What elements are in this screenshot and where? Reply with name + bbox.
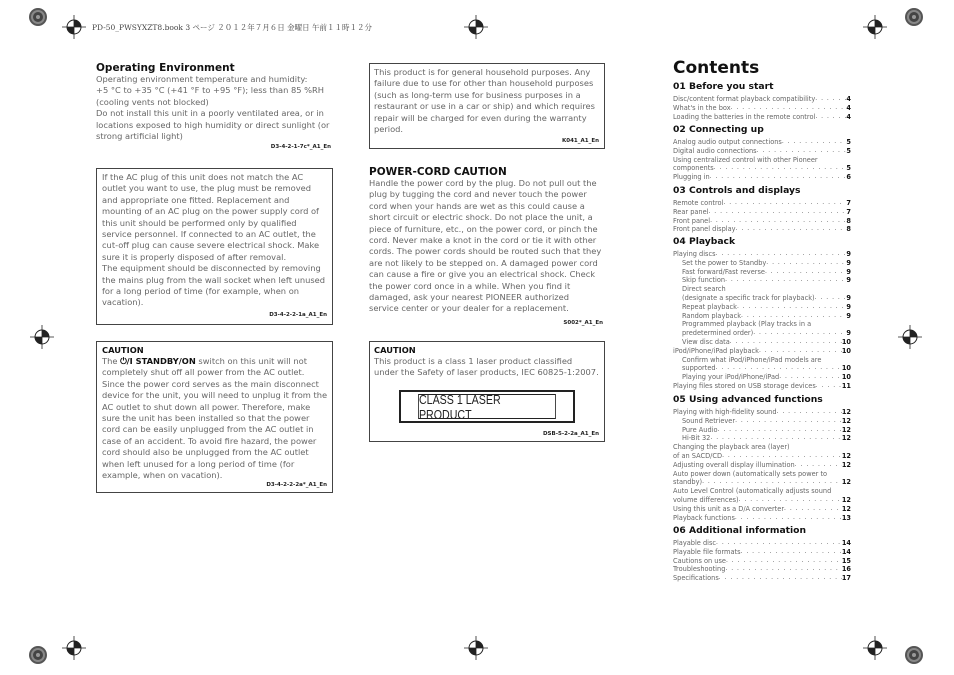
doc-code: D3-4-2-2-2a*_A1_En	[266, 482, 327, 488]
toc-entry[interactable]: Disc/content format playback compatibility . . . 4	[673, 95, 851, 103]
toc-page-number: 4	[846, 112, 851, 121]
toc-section-heading[interactable]: 06 Additional information	[673, 525, 807, 536]
doc-code: K041_A1_En	[562, 138, 599, 144]
toc-page-number: 9	[846, 311, 851, 320]
registration-icon	[863, 15, 887, 39]
toc-page-number: 4	[846, 95, 851, 103]
toc-page-number: 12	[841, 460, 851, 469]
toc-page-number: 9	[846, 329, 851, 338]
toc-page-number: 9	[846, 302, 851, 311]
operating-env-title: Operating Environment	[96, 62, 235, 74]
toc-entry-continued[interactable]: (designate a specific track for playback) . . . 9	[682, 294, 851, 302]
toc-entry[interactable]: Hi-Bit 32 . . . 12	[682, 434, 851, 442]
toc-entry[interactable]: Playing with high-fidelity sound . . . 12	[673, 408, 851, 416]
toc-entry[interactable]: Rear panel . . . 7	[673, 208, 851, 216]
toc-entry-continued[interactable]: predetermined order) . . . 9	[682, 329, 851, 337]
toc-page-number: 14	[841, 539, 851, 547]
toc-entry[interactable]: Playback functions . . . 13	[673, 514, 851, 522]
toc-page-number: 16	[841, 565, 851, 574]
star-target-icon	[29, 646, 47, 664]
toc-entry[interactable]: Front panel display . . . 8	[673, 225, 851, 233]
toc-page-number: 7	[846, 207, 851, 216]
toc-page-number: 9	[846, 250, 851, 258]
toc-entry[interactable]: Digital audio connections . . . 5	[673, 147, 851, 155]
toc-entry[interactable]: Plugging in . . . 6	[673, 173, 851, 181]
toc-page-number: 12	[841, 504, 851, 513]
toc-page-number: 5	[846, 138, 851, 146]
toc-entry[interactable]: Front panel . . . 8	[673, 217, 851, 225]
toc-page-number: 12	[841, 452, 851, 460]
toc-page-number: 14	[841, 547, 851, 556]
toc-section-heading[interactable]: 04 Playback	[673, 236, 736, 247]
toc-entry[interactable]: Skip function . . . 9	[682, 276, 851, 284]
toc-entry[interactable]: Playing your iPod/iPhone/iPad . . . 10	[682, 373, 851, 381]
star-target-icon	[29, 8, 47, 26]
toc-page-number: 13	[841, 513, 851, 522]
registration-icon	[863, 636, 887, 660]
registration-icon	[464, 636, 488, 660]
toc-entry[interactable]: Direct search	[682, 285, 726, 294]
toc-page-number: 6	[846, 173, 851, 182]
toc-entry[interactable]: Random playback . . . 9	[682, 312, 851, 320]
toc-page-number: 9	[846, 276, 851, 285]
toc-entry[interactable]: Using centralized control with other Pioneer	[673, 155, 818, 164]
toc-entry-continued[interactable]: volume differences) . . . 12	[673, 496, 851, 504]
toc-entry-continued[interactable]: of an SACD/CD . . . 12	[673, 452, 851, 460]
power-cord-title: POWER-CORD CAUTION	[369, 166, 507, 178]
toc-entry[interactable]: Auto power down (automatically sets power to	[673, 469, 828, 478]
toc-entry[interactable]: Fast forward/Fast reverse . . . 9	[682, 268, 851, 276]
toc-page-number: 10	[841, 338, 851, 346]
toc-page-number: 12	[841, 434, 851, 443]
toc-entry[interactable]: Confirm what iPod/iPhone/iPad models are	[682, 355, 822, 364]
registration-icon	[464, 15, 488, 39]
toc-section-heading[interactable]: 02 Connecting up	[673, 124, 764, 135]
household-notice: This product is for general household purposes. Any failure due to use for other than household purposes (such as long-term use for business purposes in a restaurant or use in a car or ship) and which requires repair will be charged for even during the warranty period. K041_A1_En	[369, 63, 605, 149]
toc-page-number: 4	[846, 103, 851, 112]
toc-entry[interactable]: Using this unit as a D/A converter . . . 12	[673, 505, 851, 513]
toc-section-heading[interactable]: 05 Using advanced functions	[673, 394, 823, 405]
toc-page-number: 8	[846, 216, 851, 225]
doc-code: D3-4-2-2-1a_A1_En	[269, 312, 327, 318]
toc-entry[interactable]: Adjusting overall display illumination . . . 12	[673, 461, 851, 469]
registration-icon	[62, 15, 86, 39]
star-target-icon	[905, 8, 923, 26]
standby-caution: CAUTION The ⏻/I STANDBY/ON switch on this unit will not completely shut off all power from the AC outlet. Since the power cord serves as the main disconnect device for the unit, you will need to unplug it from the AC outlet to shut down all power. Therefore, make sure the unit has been installed so that the power cord can be easily unplugged from the AC outlet in case of an accident. To avoid fire hazard, the power cord should also be unplugged from the AC outlet when left unused for a long period of time (for example, when on vacation). D3-4-2-2-2a*_A1_En	[96, 341, 333, 493]
registration-icon	[30, 325, 54, 349]
toc-entry[interactable]: Playable disc . . . 14	[673, 539, 851, 547]
toc-entry[interactable]: Cautions on use . . . 15	[673, 557, 851, 565]
toc-entry[interactable]: Playable file formats . . . 14	[673, 548, 851, 556]
toc-page-number: 12	[841, 478, 851, 487]
doc-code: D3-4-2-1-7c*_A1_En	[270, 144, 331, 150]
registration-icon	[62, 636, 86, 660]
star-target-icon	[905, 646, 923, 664]
toc-entry[interactable]: Remote control . . . 7	[673, 199, 851, 207]
toc-page-number: 5	[846, 164, 851, 173]
toc-entry[interactable]: Pure Audio . . . 12	[682, 426, 851, 434]
toc-page-number: 10	[841, 373, 851, 382]
toc-entry-continued[interactable]: supported . . . 10	[682, 364, 851, 372]
toc-section-heading[interactable]: 03 Controls and displays	[673, 185, 801, 196]
toc-entry[interactable]: Troubleshooting . . . 16	[673, 565, 851, 573]
power-cord-text: Handle the power cord by the plug. Do not pull out the plug by tugging the cord and never touch the power cord when your hands are wet as this could cause a short circuit or electric shock. Do not place the unit, a piece of furniture, etc., on the power cord, or pinch the cord. Never make a knot in the cord or tie it with other cords. The power cords should be routed such that they are not likely to be stepped on. A damaged power cord can cause a fire or give you an electrical shock. Check the power cord once in a while. When you find it damaged, ask your nearest PIONEER authorized service center or your dealer for a replacement.	[369, 178, 602, 314]
caution-heading: CAUTION	[102, 345, 144, 355]
ac-plug-notice: If the AC plug of this unit does not match the AC outlet you want to use, the plug must be removed and appropriate one fitted. Replacement and mounting of an AC plug on the power supply cord of this unit should be performed only by qualified service personnel. If connected to an AC outlet, the cut-off plug can cause severe electrical shock. Make sure it is properly disposed of after removal. The equipment should be disconnected by removing the mains plug from the wall socket when left unused for a long period of time (for example, when on vacation). D3-4-2-2-1a_A1_En	[96, 168, 333, 325]
toc-entry[interactable]: Set the power to Standby . . . 9	[682, 259, 851, 267]
toc-entry[interactable]: Sound Retriever . . . 12	[682, 417, 851, 425]
contents-title: Contents	[673, 58, 760, 78]
toc-entry[interactable]: Changing the playback area (layer)	[673, 443, 790, 452]
toc-page-number: 5	[846, 146, 851, 155]
toc-page-number: 12	[841, 416, 851, 425]
toc-entry[interactable]: Playing discs . . . 9	[673, 250, 851, 258]
toc-page-number: 7	[846, 199, 851, 207]
toc-page-number: 8	[846, 225, 851, 234]
toc-page-number: 15	[841, 556, 851, 565]
toc-page-number: 11	[841, 382, 851, 390]
laser-caution: CAUTION This product is a class 1 laser product classified under the Safety of laser products, IEC 60825-1:2007. DSB-5-2-2a_A1_En	[369, 341, 605, 442]
doc-code: S002*_A1_En	[563, 320, 603, 326]
toc-page-number: 10	[841, 346, 851, 355]
toc-entry-continued[interactable]: components . . . 5	[673, 164, 851, 172]
toc-page-number: 10	[841, 364, 851, 373]
toc-page-number: 12	[841, 425, 851, 434]
toc-entry[interactable]: What's in the box . . . 4	[673, 104, 851, 112]
toc-entry[interactable]: View disc data . . . 10	[682, 338, 851, 346]
doc-code: DSB-5-2-2a_A1_En	[542, 431, 599, 437]
toc-entry-continued[interactable]: standby) . . . 12	[673, 478, 851, 486]
registration-icon	[898, 325, 922, 349]
toc-page-number: 12	[841, 408, 851, 416]
toc-entry[interactable]: Playing files stored on USB storage devices . . . 11	[673, 382, 851, 390]
laser-label: CLASS 1 LASER PRODUCT	[399, 390, 575, 423]
caution-heading: CAUTION	[374, 345, 416, 355]
toc-entry[interactable]: Analog audio output connections . . . 5	[673, 138, 851, 146]
toc-page-number: 17	[841, 574, 851, 583]
toc-entry[interactable]: Specifications . . . 17	[673, 574, 851, 582]
toc-page-number: 9	[846, 267, 851, 276]
toc-page-number: 12	[841, 496, 851, 504]
toc-section-heading[interactable]: 01 Before you start	[673, 81, 774, 92]
toc-page-number: 9	[846, 294, 851, 302]
toc-entry[interactable]: Programmed playback (Play tracks in a	[682, 320, 812, 329]
operating-env-text: Operating environment temperature and humidity: +5 °C to +35 °C (+41 °F to +95 °F); less than 85 %RH (cooling vents not blocked) Do not install this unit in a poorly ventilated area, or in locations exposed to high humidity or direct sunlight (or strong artificial light)	[96, 74, 330, 142]
toc-entry[interactable]: iPod/iPhone/iPad playback . . . 10	[673, 347, 851, 355]
toc-page-number: 9	[846, 258, 851, 267]
toc-entry[interactable]: Loading the batteries in the remote control . . . 4	[673, 113, 851, 121]
toc-entry[interactable]: Repeat playback . . . 9	[682, 303, 851, 311]
toc-entry[interactable]: Auto Level Control (automatically adjusts sound	[673, 487, 832, 496]
book-header: PD-50_PWSYXZT8.book 3 ページ ２０１２年７月６日 金曜日 午前１１時１２分	[92, 23, 372, 32]
